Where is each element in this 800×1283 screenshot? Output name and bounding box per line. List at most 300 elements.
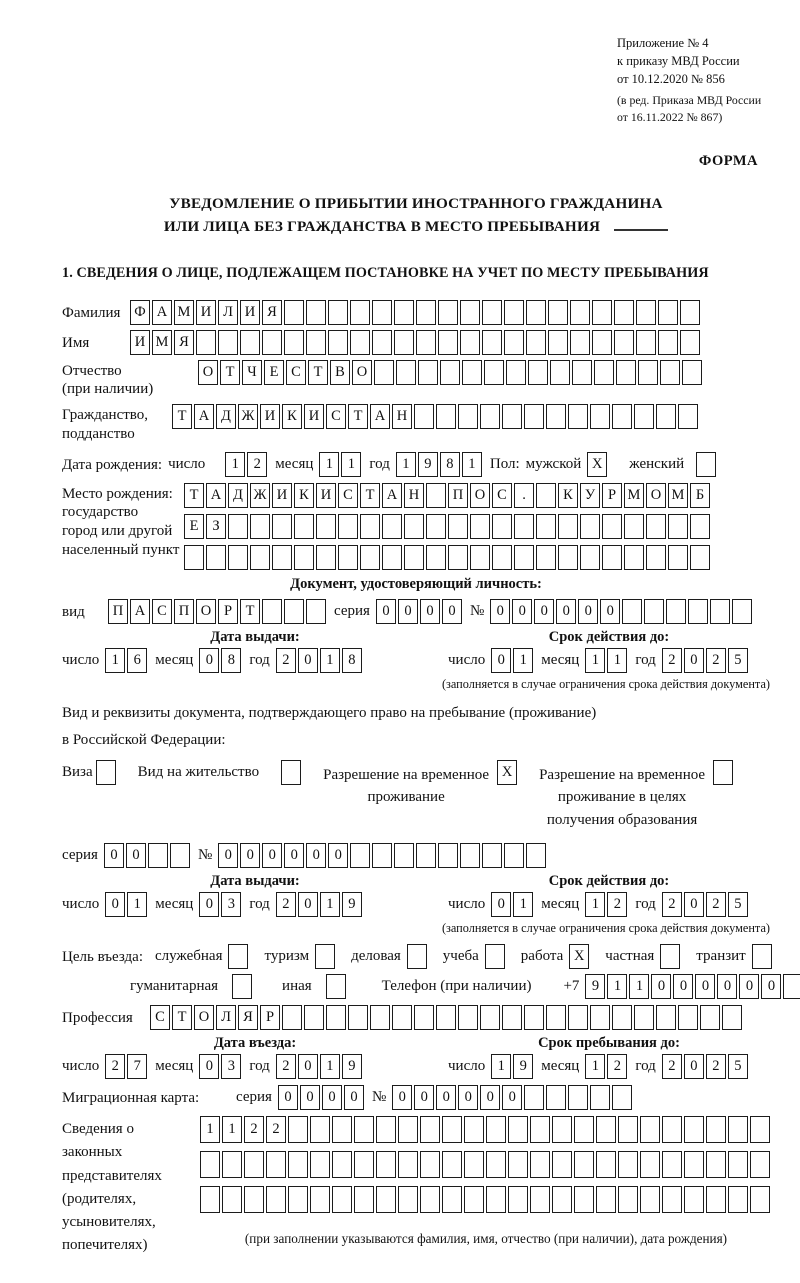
char-cell[interactable]: 0	[300, 1085, 320, 1110]
char-cell[interactable]	[240, 330, 260, 355]
char-cell[interactable]: 0	[578, 599, 598, 624]
char-cell[interactable]: 6	[127, 648, 147, 673]
char-cell[interactable]: 9	[513, 1054, 533, 1079]
char-cell[interactable]	[528, 360, 548, 385]
char-cell[interactable]: 0	[414, 1085, 434, 1110]
char-cell[interactable]	[666, 599, 686, 624]
char-cell[interactable]: И	[272, 483, 292, 508]
char-cell[interactable]: С	[150, 1005, 170, 1030]
char-cell[interactable]	[426, 514, 446, 539]
char-cell[interactable]: Я	[262, 300, 282, 325]
char-cell[interactable]	[332, 1186, 352, 1213]
char-cell[interactable]: 0	[739, 974, 759, 999]
char-cell[interactable]: 1	[585, 648, 605, 673]
char-cell[interactable]	[310, 1186, 330, 1213]
char-cell[interactable]	[398, 1186, 418, 1213]
char-cell[interactable]	[266, 1186, 286, 1213]
char-cell[interactable]: 8	[221, 648, 241, 673]
char-cell[interactable]	[250, 514, 270, 539]
char-cell[interactable]	[568, 404, 588, 429]
char-cell[interactable]: Я	[238, 1005, 258, 1030]
char-cell[interactable]: 3	[221, 1054, 241, 1079]
char-cell[interactable]	[458, 404, 478, 429]
char-cell[interactable]	[350, 330, 370, 355]
char-cell[interactable]	[460, 300, 480, 325]
char-cell[interactable]	[580, 545, 600, 570]
char-cell[interactable]	[570, 300, 590, 325]
char-cell[interactable]	[570, 330, 590, 355]
char-cell[interactable]	[504, 300, 524, 325]
char-cell[interactable]	[420, 1151, 440, 1178]
char-cell[interactable]: 1	[607, 648, 627, 673]
char-cell[interactable]: С	[152, 599, 172, 624]
char-cell[interactable]	[284, 599, 304, 624]
char-cell[interactable]: К	[294, 483, 314, 508]
char-cell[interactable]	[552, 1116, 572, 1143]
char-cell[interactable]: Н	[404, 483, 424, 508]
char-cell[interactable]: А	[370, 404, 390, 429]
char-cell[interactable]	[348, 1005, 368, 1030]
char-cell[interactable]: 0	[199, 892, 219, 917]
char-cell[interactable]: 7	[127, 1054, 147, 1079]
char-cell[interactable]: А	[194, 404, 214, 429]
char-cell[interactable]	[420, 1116, 440, 1143]
char-cell[interactable]: 1	[320, 1054, 340, 1079]
char-cell[interactable]: 9	[585, 974, 605, 999]
char-cell[interactable]: И	[130, 330, 150, 355]
char-cell[interactable]: 0	[717, 974, 737, 999]
char-cell[interactable]: О	[646, 483, 666, 508]
purpose-humanitarian-checkbox[interactable]	[232, 974, 252, 999]
char-cell[interactable]	[304, 1005, 324, 1030]
char-cell[interactable]: 0	[600, 599, 620, 624]
char-cell[interactable]	[546, 404, 566, 429]
char-cell[interactable]: 0	[104, 843, 124, 868]
char-cell[interactable]	[222, 1151, 242, 1178]
char-cell[interactable]: 1	[629, 974, 649, 999]
char-cell[interactable]: Ж	[250, 483, 270, 508]
char-cell[interactable]	[662, 1151, 682, 1178]
char-cell[interactable]	[228, 545, 248, 570]
char-cell[interactable]: 0	[502, 1085, 522, 1110]
char-cell[interactable]: 0	[480, 1085, 500, 1110]
char-cell[interactable]	[728, 1186, 748, 1213]
char-cell[interactable]: 0	[126, 843, 146, 868]
char-cell[interactable]: К	[558, 483, 578, 508]
char-cell[interactable]: А	[152, 300, 172, 325]
char-cell[interactable]	[354, 1186, 374, 1213]
char-cell[interactable]	[728, 1151, 748, 1178]
char-cell[interactable]	[200, 1186, 220, 1213]
char-cell[interactable]	[442, 1151, 462, 1178]
char-cell[interactable]: И	[260, 404, 280, 429]
char-cell[interactable]	[678, 1005, 698, 1030]
char-cell[interactable]	[438, 300, 458, 325]
char-cell[interactable]	[372, 300, 392, 325]
char-cell[interactable]	[706, 1151, 726, 1178]
char-cell[interactable]	[404, 545, 424, 570]
char-cell[interactable]: Н	[392, 404, 412, 429]
char-cell[interactable]	[530, 1116, 550, 1143]
char-cell[interactable]	[482, 330, 502, 355]
char-cell[interactable]: 5	[728, 648, 748, 673]
char-cell[interactable]	[502, 404, 522, 429]
char-cell[interactable]	[196, 330, 216, 355]
char-cell[interactable]	[526, 843, 546, 868]
char-cell[interactable]	[458, 1005, 478, 1030]
char-cell[interactable]: М	[152, 330, 172, 355]
char-cell[interactable]	[502, 1005, 522, 1030]
char-cell[interactable]	[636, 300, 656, 325]
char-cell[interactable]	[288, 1116, 308, 1143]
char-cell[interactable]: И	[316, 483, 336, 508]
char-cell[interactable]	[558, 545, 578, 570]
char-cell[interactable]: 2	[706, 1054, 726, 1079]
char-cell[interactable]: Е	[184, 514, 204, 539]
char-cell[interactable]	[596, 1116, 616, 1143]
sex-male-checkbox[interactable]: X	[587, 452, 607, 477]
purpose-private-checkbox[interactable]	[660, 944, 680, 969]
char-cell[interactable]: Т	[240, 599, 260, 624]
char-cell[interactable]	[398, 1151, 418, 1178]
char-cell[interactable]	[382, 514, 402, 539]
char-cell[interactable]: 2	[105, 1054, 125, 1079]
char-cell[interactable]: 3	[221, 892, 241, 917]
char-cell[interactable]: 0	[684, 648, 704, 673]
char-cell[interactable]: 5	[728, 892, 748, 917]
char-cell[interactable]	[416, 843, 436, 868]
char-cell[interactable]: П	[448, 483, 468, 508]
char-cell[interactable]: О	[196, 599, 216, 624]
char-cell[interactable]	[546, 1085, 566, 1110]
char-cell[interactable]	[360, 545, 380, 570]
char-cell[interactable]	[486, 1116, 506, 1143]
char-cell[interactable]	[590, 404, 610, 429]
char-cell[interactable]	[438, 330, 458, 355]
char-cell[interactable]: И	[196, 300, 216, 325]
char-cell[interactable]: Т	[172, 404, 192, 429]
char-cell[interactable]	[750, 1151, 770, 1178]
char-cell[interactable]: 0	[398, 599, 418, 624]
char-cell[interactable]	[662, 1186, 682, 1213]
char-cell[interactable]: 0	[240, 843, 260, 868]
char-cell[interactable]	[398, 1116, 418, 1143]
char-cell[interactable]: 0	[491, 648, 511, 673]
char-cell[interactable]: 2	[706, 892, 726, 917]
char-cell[interactable]	[350, 843, 370, 868]
char-cell[interactable]	[662, 1116, 682, 1143]
char-cell[interactable]	[732, 599, 752, 624]
char-cell[interactable]	[614, 300, 634, 325]
char-cell[interactable]: 1	[200, 1116, 220, 1143]
char-cell[interactable]	[416, 300, 436, 325]
char-cell[interactable]: С	[326, 404, 346, 429]
char-cell[interactable]	[592, 330, 612, 355]
char-cell[interactable]: 1	[462, 452, 482, 477]
char-cell[interactable]	[568, 1085, 588, 1110]
char-cell[interactable]	[644, 599, 664, 624]
char-cell[interactable]	[492, 514, 512, 539]
char-cell[interactable]: 2	[662, 1054, 682, 1079]
char-cell[interactable]	[482, 843, 502, 868]
char-cell[interactable]: 0	[442, 599, 462, 624]
char-cell[interactable]: 0	[491, 892, 511, 917]
char-cell[interactable]: 0	[490, 599, 510, 624]
char-cell[interactable]	[372, 843, 392, 868]
char-cell[interactable]	[244, 1186, 264, 1213]
char-cell[interactable]	[316, 514, 336, 539]
char-cell[interactable]: 1	[222, 1116, 242, 1143]
char-cell[interactable]	[504, 330, 524, 355]
char-cell[interactable]: 2	[662, 648, 682, 673]
char-cell[interactable]: О	[194, 1005, 214, 1030]
char-cell[interactable]	[460, 843, 480, 868]
char-cell[interactable]: У	[580, 483, 600, 508]
char-cell[interactable]: 1	[585, 1054, 605, 1079]
char-cell[interactable]	[266, 1151, 286, 1178]
char-cell[interactable]: 0	[673, 974, 693, 999]
char-cell[interactable]	[548, 330, 568, 355]
char-cell[interactable]	[506, 360, 526, 385]
char-cell[interactable]	[680, 330, 700, 355]
char-cell[interactable]: 1	[320, 892, 340, 917]
char-cell[interactable]	[634, 404, 654, 429]
char-cell[interactable]	[530, 1186, 550, 1213]
char-cell[interactable]	[262, 330, 282, 355]
char-cell[interactable]: М	[668, 483, 688, 508]
char-cell[interactable]: Т	[308, 360, 328, 385]
char-cell[interactable]: 2	[276, 1054, 296, 1079]
char-cell[interactable]: 2	[662, 892, 682, 917]
char-cell[interactable]: В	[330, 360, 350, 385]
visa-checkbox[interactable]	[96, 760, 116, 785]
char-cell[interactable]: Е	[264, 360, 284, 385]
char-cell[interactable]	[688, 599, 708, 624]
char-cell[interactable]	[272, 545, 292, 570]
char-cell[interactable]: 0	[376, 599, 396, 624]
char-cell[interactable]: А	[382, 483, 402, 508]
char-cell[interactable]	[294, 545, 314, 570]
char-cell[interactable]	[376, 1116, 396, 1143]
char-cell[interactable]: 0	[298, 892, 318, 917]
char-cell[interactable]	[376, 1186, 396, 1213]
char-cell[interactable]	[272, 514, 292, 539]
char-cell[interactable]: А	[206, 483, 226, 508]
char-cell[interactable]	[294, 514, 314, 539]
char-cell[interactable]: 0	[684, 892, 704, 917]
char-cell[interactable]	[783, 974, 800, 999]
rvp-checkbox[interactable]: X	[497, 760, 517, 785]
char-cell[interactable]	[328, 300, 348, 325]
char-cell[interactable]	[668, 545, 688, 570]
char-cell[interactable]	[288, 1151, 308, 1178]
char-cell[interactable]	[530, 1151, 550, 1178]
char-cell[interactable]: Д	[216, 404, 236, 429]
char-cell[interactable]	[710, 599, 730, 624]
char-cell[interactable]: 1	[225, 452, 245, 477]
char-cell[interactable]	[414, 404, 434, 429]
char-cell[interactable]	[222, 1186, 242, 1213]
char-cell[interactable]	[612, 404, 632, 429]
char-cell[interactable]	[508, 1116, 528, 1143]
char-cell[interactable]	[326, 1005, 346, 1030]
char-cell[interactable]	[436, 1005, 456, 1030]
char-cell[interactable]: 2	[247, 452, 267, 477]
char-cell[interactable]: Т	[184, 483, 204, 508]
char-cell[interactable]	[508, 1151, 528, 1178]
char-cell[interactable]	[640, 1186, 660, 1213]
char-cell[interactable]	[550, 360, 570, 385]
char-cell[interactable]	[360, 514, 380, 539]
char-cell[interactable]	[646, 514, 666, 539]
char-cell[interactable]	[376, 1151, 396, 1178]
char-cell[interactable]	[354, 1151, 374, 1178]
char-cell[interactable]	[624, 514, 644, 539]
char-cell[interactable]	[640, 1116, 660, 1143]
char-cell[interactable]: 1	[341, 452, 361, 477]
char-cell[interactable]	[350, 300, 370, 325]
char-cell[interactable]	[524, 1005, 544, 1030]
char-cell[interactable]	[536, 545, 556, 570]
char-cell[interactable]	[526, 330, 546, 355]
char-cell[interactable]	[332, 1151, 352, 1178]
char-cell[interactable]: 1	[513, 892, 533, 917]
char-cell[interactable]	[170, 843, 190, 868]
char-cell[interactable]: Л	[218, 300, 238, 325]
char-cell[interactable]: 0	[436, 1085, 456, 1110]
char-cell[interactable]	[288, 1186, 308, 1213]
char-cell[interactable]	[396, 360, 416, 385]
char-cell[interactable]	[382, 545, 402, 570]
char-cell[interactable]	[706, 1116, 726, 1143]
purpose-official-checkbox[interactable]	[228, 944, 248, 969]
char-cell[interactable]: 9	[342, 892, 362, 917]
char-cell[interactable]	[596, 1186, 616, 1213]
char-cell[interactable]: 0	[298, 648, 318, 673]
char-cell[interactable]	[682, 360, 702, 385]
char-cell[interactable]	[470, 545, 490, 570]
char-cell[interactable]: Д	[228, 483, 248, 508]
char-cell[interactable]: 1	[491, 1054, 511, 1079]
char-cell[interactable]	[436, 404, 456, 429]
char-cell[interactable]	[484, 360, 504, 385]
char-cell[interactable]	[700, 1005, 720, 1030]
char-cell[interactable]	[250, 545, 270, 570]
char-cell[interactable]: 0	[392, 1085, 412, 1110]
char-cell[interactable]	[680, 300, 700, 325]
char-cell[interactable]	[482, 300, 502, 325]
char-cell[interactable]: 8	[342, 648, 362, 673]
char-cell[interactable]	[690, 514, 710, 539]
char-cell[interactable]	[646, 545, 666, 570]
char-cell[interactable]	[394, 300, 414, 325]
char-cell[interactable]: Л	[216, 1005, 236, 1030]
char-cell[interactable]: С	[492, 483, 512, 508]
char-cell[interactable]	[464, 1186, 484, 1213]
char-cell[interactable]	[374, 360, 394, 385]
char-cell[interactable]	[624, 545, 644, 570]
char-cell[interactable]	[574, 1116, 594, 1143]
residence-permit-checkbox[interactable]	[281, 760, 301, 785]
char-cell[interactable]	[306, 330, 326, 355]
char-cell[interactable]: 0	[458, 1085, 478, 1110]
char-cell[interactable]	[394, 330, 414, 355]
char-cell[interactable]: 1	[320, 648, 340, 673]
char-cell[interactable]	[442, 1116, 462, 1143]
char-cell[interactable]	[594, 360, 614, 385]
char-cell[interactable]	[306, 599, 326, 624]
char-cell[interactable]: Б	[690, 483, 710, 508]
char-cell[interactable]	[552, 1186, 572, 1213]
char-cell[interactable]	[684, 1151, 704, 1178]
char-cell[interactable]	[462, 360, 482, 385]
char-cell[interactable]: З	[206, 514, 226, 539]
purpose-tourism-checkbox[interactable]	[315, 944, 335, 969]
char-cell[interactable]: Ж	[238, 404, 258, 429]
char-cell[interactable]: .	[514, 483, 534, 508]
char-cell[interactable]: 1	[105, 648, 125, 673]
char-cell[interactable]: Т	[172, 1005, 192, 1030]
char-cell[interactable]	[426, 483, 446, 508]
char-cell[interactable]: 0	[556, 599, 576, 624]
purpose-work-checkbox[interactable]: X	[569, 944, 589, 969]
char-cell[interactable]: 0	[284, 843, 304, 868]
char-cell[interactable]: 0	[651, 974, 671, 999]
char-cell[interactable]	[590, 1005, 610, 1030]
char-cell[interactable]	[634, 1005, 654, 1030]
char-cell[interactable]: 0	[262, 843, 282, 868]
char-cell[interactable]	[684, 1116, 704, 1143]
char-cell[interactable]: Т	[360, 483, 380, 508]
char-cell[interactable]: 1	[319, 452, 339, 477]
char-cell[interactable]	[728, 1116, 748, 1143]
char-cell[interactable]: 2	[607, 892, 627, 917]
char-cell[interactable]: 9	[342, 1054, 362, 1079]
char-cell[interactable]: Ч	[242, 360, 262, 385]
char-cell[interactable]: А	[130, 599, 150, 624]
char-cell[interactable]	[636, 330, 656, 355]
char-cell[interactable]: 0	[328, 843, 348, 868]
char-cell[interactable]: 0	[298, 1054, 318, 1079]
char-cell[interactable]: 0	[695, 974, 715, 999]
char-cell[interactable]	[618, 1116, 638, 1143]
char-cell[interactable]	[568, 1005, 588, 1030]
purpose-study-checkbox[interactable]	[485, 944, 505, 969]
char-cell[interactable]	[618, 1186, 638, 1213]
char-cell[interactable]	[460, 330, 480, 355]
char-cell[interactable]	[656, 1005, 676, 1030]
char-cell[interactable]: 0	[420, 599, 440, 624]
char-cell[interactable]: 0	[534, 599, 554, 624]
char-cell[interactable]: И	[240, 300, 260, 325]
char-cell[interactable]: 1	[396, 452, 416, 477]
char-cell[interactable]	[678, 404, 698, 429]
char-cell[interactable]: М	[174, 300, 194, 325]
char-cell[interactable]: Т	[220, 360, 240, 385]
char-cell[interactable]: 0	[761, 974, 781, 999]
char-cell[interactable]	[638, 360, 658, 385]
char-cell[interactable]	[486, 1186, 506, 1213]
char-cell[interactable]	[448, 514, 468, 539]
char-cell[interactable]: 5	[728, 1054, 748, 1079]
char-cell[interactable]	[658, 300, 678, 325]
char-cell[interactable]: Т	[348, 404, 368, 429]
char-cell[interactable]: 0	[218, 843, 238, 868]
char-cell[interactable]	[372, 330, 392, 355]
char-cell[interactable]	[404, 514, 424, 539]
char-cell[interactable]	[464, 1151, 484, 1178]
char-cell[interactable]: 0	[322, 1085, 342, 1110]
